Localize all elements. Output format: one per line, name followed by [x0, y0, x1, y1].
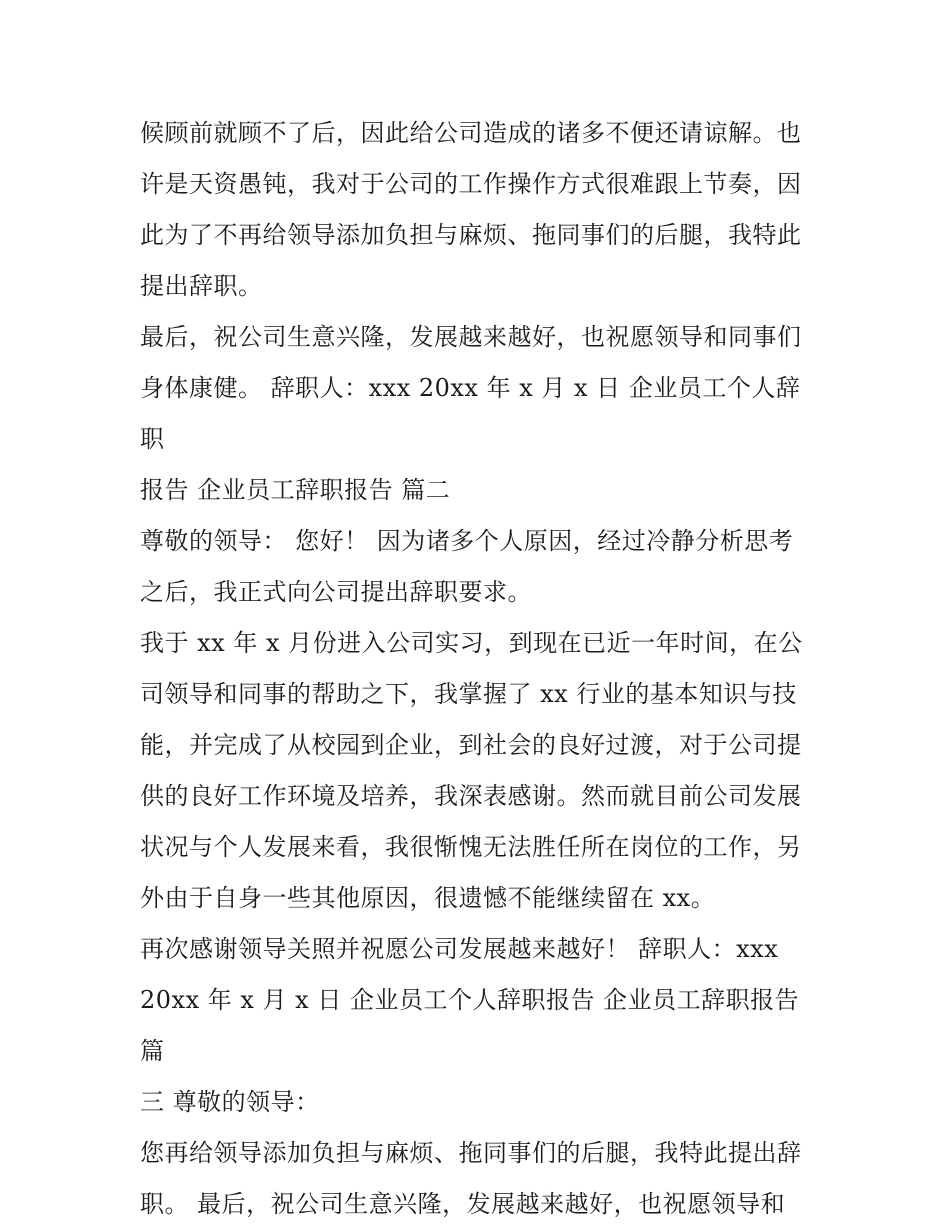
- document-body: [140, 108, 820, 1230]
- paragraph-5: 再次感谢领导关照并祝愿公司发展越来越好！ 辞职人：xxx 20xx 年 x 月 x 日 企业员工个人辞职报告 企业员工辞职报告 篇 三 尊敬的领导：: [140, 935, 800, 1116]
- paragraph-4: 我于 xx 年 x 月份进入公司实习，到现在已近一年时间，在公 司领导和同事的帮助之下，我掌握了 xx 行业的基本知识与技 能，并完成了从校园到企业，到社会的良好过渡，对于公司提 供的良好工作环境及培养，我深表感谢。然而就目前公司发展 状况与个人发展来看，我很惭愧无法胜任所在岗位的工作，另 外由于自身一些其他原因，很遗憾不能继续留在 xx。: [140, 629, 803, 912]
- paragraph-3: 尊敬的领导： 您好！ 因为诸多个人原因，经过冷静分析思考 之后，我正式向公司提出辞职要求。: [140, 527, 794, 606]
- paragraph-1: 候顾前就顾不了后，因此给公司造成的诸多不便还请谅解。也 许是天资愚钝，我对于公司的工作操作方式很难跟上节奏，因 此为了不再给领导添加负担与麻烦、拖同事们的后腿，我特此 提出辞职。: [140, 119, 802, 300]
- paragraph-2: 最后，祝公司生意兴隆，发展越来越好，也祝愿领导和同事们 身体康健。 辞职人：xxx 20xx 年 x 月 x 日 企业员工个人辞职 报告 企业员工辞职报告 篇二: [140, 323, 802, 504]
- paragraph-6: 您再给领导添加负担与麻烦、拖同事们的后腿，我特此提出辞 职。 最后，祝公司生意兴隆，发展越来越好，也祝愿领导和: [140, 1139, 802, 1218]
